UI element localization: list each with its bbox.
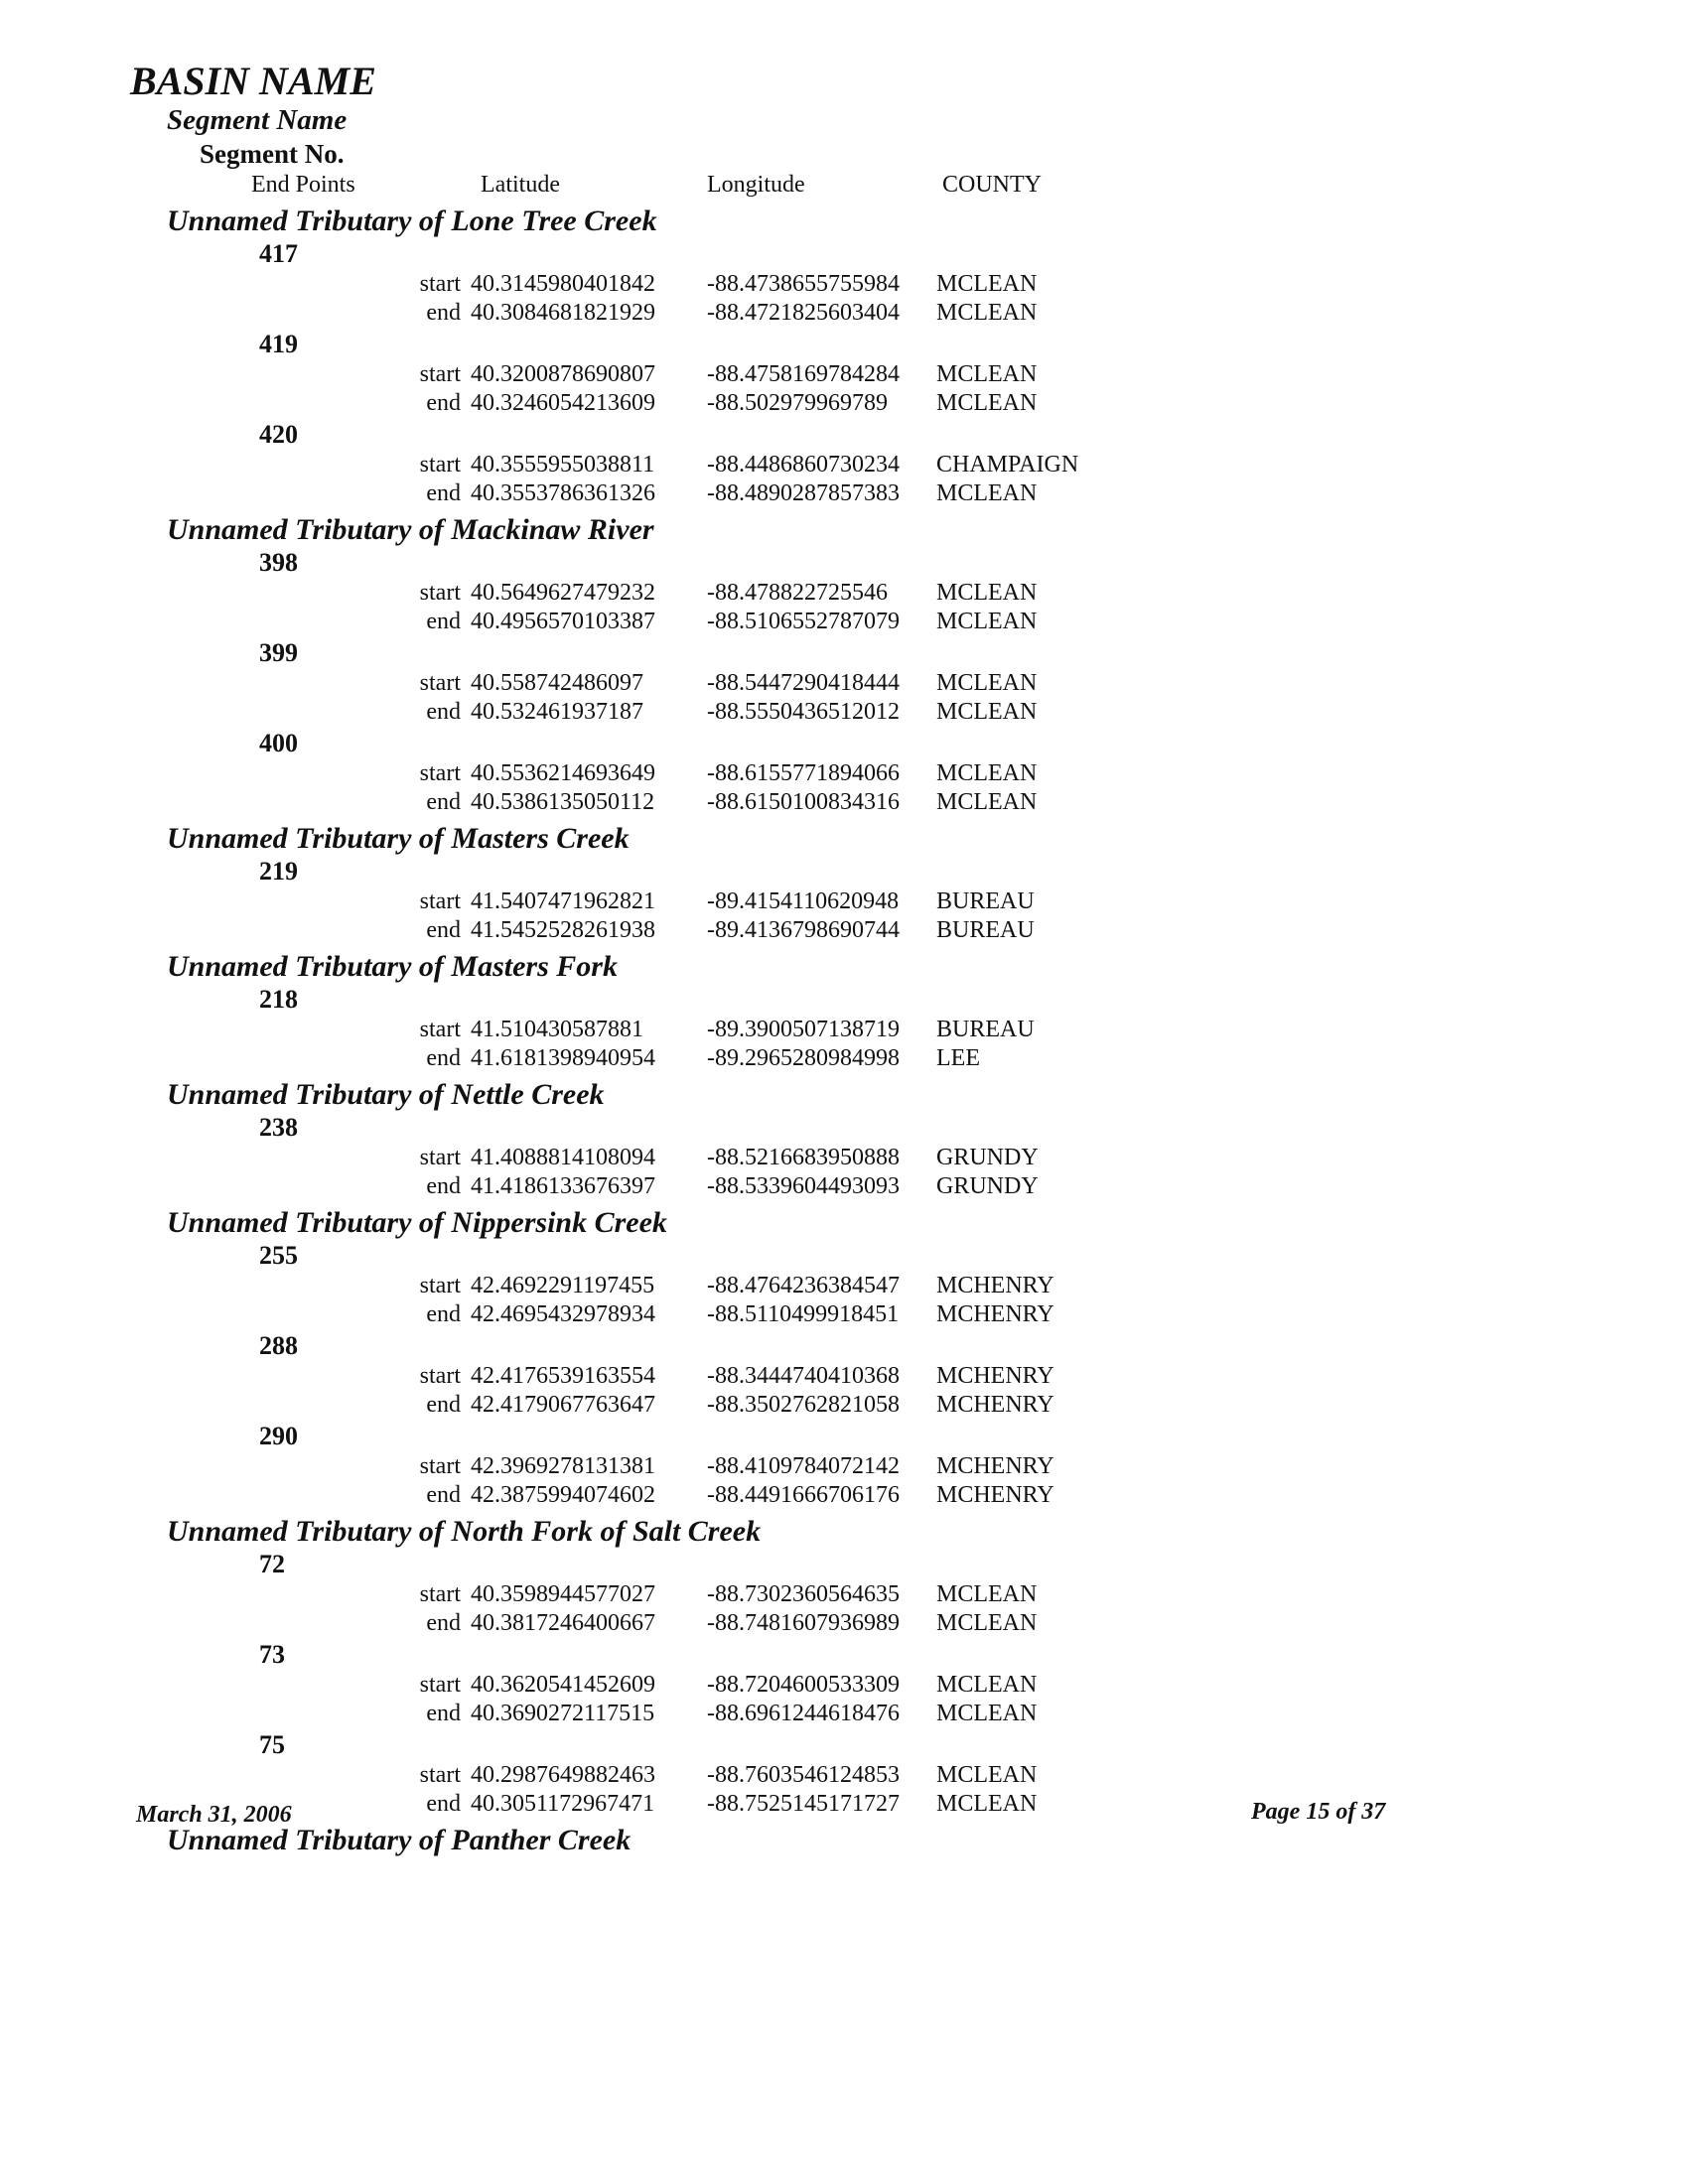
- endpoint-longitude: -88.5339604493093: [707, 1173, 900, 1199]
- tributary-heading: Unnamed Tributary of Masters Fork: [167, 950, 618, 983]
- endpoint-type: start: [419, 1762, 461, 1788]
- segment-number: 420: [259, 420, 298, 449]
- endpoint-type: start: [419, 670, 461, 696]
- endpoint-type: end: [426, 1791, 461, 1817]
- endpoint-type: end: [426, 789, 461, 815]
- segment-name-heading: Segment Name: [167, 104, 348, 136]
- endpoint-latitude: 42.4179067763647: [471, 1392, 655, 1418]
- segment-number: 219: [259, 857, 298, 886]
- segment-number: 238: [259, 1113, 298, 1142]
- endpoint-latitude: 40.3555955038811: [471, 452, 655, 478]
- endpoint-latitude: 40.4956570103387: [471, 609, 655, 634]
- endpoint-latitude: 40.3145980401842: [471, 271, 655, 297]
- tributary-heading: Unnamed Tributary of Mackinaw River: [167, 513, 654, 546]
- endpoint-latitude: 42.4695432978934: [471, 1301, 655, 1327]
- endpoint-type: start: [419, 271, 461, 297]
- tributary-heading: Unnamed Tributary of Lone Tree Creek: [167, 205, 657, 237]
- endpoint-type: end: [426, 609, 461, 634]
- endpoint-longitude: -88.4758169784284: [707, 361, 900, 387]
- endpoint-latitude: 40.3620541452609: [471, 1672, 655, 1698]
- endpoint-latitude: 40.3246054213609: [471, 390, 655, 416]
- endpoint-latitude: 40.3690272117515: [471, 1701, 655, 1726]
- endpoint-type: end: [426, 917, 461, 943]
- segment-number: 417: [259, 239, 298, 268]
- endpoint-longitude: -88.7481607936989: [707, 1610, 900, 1636]
- endpoint-county: MCLEAN: [936, 789, 1038, 815]
- tributary-heading: Unnamed Tributary of Masters Creek: [167, 822, 630, 855]
- endpoint-latitude: 41.5452528261938: [471, 917, 655, 943]
- endpoint-county: GRUNDY: [936, 1145, 1039, 1170]
- footer-page-number: Page 15 of 37: [1251, 1799, 1386, 1825]
- endpoint-longitude: -88.6155771894066: [707, 760, 900, 786]
- endpoint-county: BUREAU: [936, 888, 1035, 914]
- endpoint-type: end: [426, 1610, 461, 1636]
- endpoint-type: start: [419, 1581, 461, 1607]
- endpoint-type: start: [419, 452, 461, 478]
- endpoint-longitude: -88.5216683950888: [707, 1145, 900, 1170]
- endpoint-longitude: -88.4486860730234: [707, 452, 900, 478]
- endpoint-type: end: [426, 480, 461, 506]
- endpoint-county: BUREAU: [936, 917, 1035, 943]
- endpoint-county: BUREAU: [936, 1017, 1035, 1042]
- endpoint-latitude: 42.4176539163554: [471, 1363, 655, 1389]
- endpoint-latitude: 40.3817246400667: [471, 1610, 655, 1636]
- tributary-heading: Unnamed Tributary of North Fork of Salt Creek: [167, 1515, 762, 1548]
- endpoint-type: start: [419, 1453, 461, 1479]
- endpoint-latitude: 41.5407471962821: [471, 888, 655, 914]
- endpoint-type: start: [419, 760, 461, 786]
- endpoint-latitude: 40.5536214693649: [471, 760, 655, 786]
- endpoint-county: MCLEAN: [936, 390, 1038, 416]
- column-header-county: COUNTY: [942, 172, 1042, 198]
- endpoint-latitude: 40.532461937187: [471, 699, 643, 725]
- endpoint-type: start: [419, 1273, 461, 1298]
- endpoint-longitude: -88.4890287857383: [707, 480, 900, 506]
- endpoint-latitude: 40.2987649882463: [471, 1762, 655, 1788]
- endpoint-latitude: 42.3875994074602: [471, 1482, 655, 1508]
- endpoint-latitude: 40.558742486097: [471, 670, 643, 696]
- endpoint-county: MCLEAN: [936, 760, 1038, 786]
- endpoint-longitude: -88.3502762821058: [707, 1392, 900, 1418]
- segment-number: 75: [259, 1730, 285, 1759]
- endpoint-county: MCHENRY: [936, 1453, 1054, 1479]
- endpoint-longitude: -88.7302360564635: [707, 1581, 900, 1607]
- endpoint-type: start: [419, 580, 461, 606]
- endpoint-county: MCHENRY: [936, 1301, 1054, 1327]
- endpoint-type: end: [426, 300, 461, 326]
- endpoint-latitude: 41.6181398940954: [471, 1045, 655, 1071]
- endpoint-longitude: -88.3444740410368: [707, 1363, 900, 1389]
- endpoint-type: end: [426, 1173, 461, 1199]
- footer-date: March 31, 2006: [136, 1802, 292, 1828]
- endpoint-latitude: 40.3051172967471: [471, 1791, 655, 1817]
- endpoint-longitude: -88.4109784072142: [707, 1453, 900, 1479]
- endpoint-longitude: -88.502979969789: [707, 390, 888, 416]
- basin-name-heading: BASIN NAME: [130, 59, 376, 103]
- endpoint-county: MCLEAN: [936, 670, 1038, 696]
- endpoint-county: MCLEAN: [936, 300, 1038, 326]
- segment-number: 73: [259, 1640, 285, 1669]
- endpoint-type: start: [419, 361, 461, 387]
- endpoint-latitude: 40.5386135050112: [471, 789, 655, 815]
- endpoint-longitude: -88.5106552787079: [707, 609, 900, 634]
- endpoint-county: MCHENRY: [936, 1392, 1054, 1418]
- segment-no-heading: Segment No.: [200, 139, 345, 169]
- endpoint-county: MCLEAN: [936, 1701, 1038, 1726]
- endpoint-longitude: -88.5110499918451: [707, 1301, 900, 1327]
- endpoint-type: end: [426, 1701, 461, 1726]
- endpoint-type: end: [426, 1045, 461, 1071]
- endpoint-county: MCLEAN: [936, 609, 1038, 634]
- endpoint-county: MCLEAN: [936, 1762, 1038, 1788]
- endpoint-latitude: 41.4088814108094: [471, 1145, 655, 1170]
- endpoint-latitude: 42.3969278131381: [471, 1453, 655, 1479]
- endpoint-county: MCHENRY: [936, 1273, 1054, 1298]
- endpoint-county: MCLEAN: [936, 271, 1038, 297]
- endpoint-latitude: 40.3200878690807: [471, 361, 655, 387]
- segment-number: 400: [259, 729, 298, 757]
- endpoint-county: MCLEAN: [936, 699, 1038, 725]
- endpoint-county: MCHENRY: [936, 1482, 1054, 1508]
- endpoint-type: end: [426, 699, 461, 725]
- endpoint-longitude: -88.478822725546: [707, 580, 888, 606]
- endpoint-longitude: -88.7603546124853: [707, 1762, 900, 1788]
- tributary-heading: Unnamed Tributary of Panther Creek: [167, 1824, 632, 1856]
- endpoint-longitude: -88.5550436512012: [707, 699, 900, 725]
- endpoint-latitude: 40.3598944577027: [471, 1581, 655, 1607]
- segment-number: 288: [259, 1331, 298, 1360]
- endpoint-type: end: [426, 1392, 461, 1418]
- column-header-latitude: Latitude: [481, 172, 560, 198]
- endpoint-county: MCLEAN: [936, 580, 1038, 606]
- endpoint-longitude: -88.6961244618476: [707, 1701, 900, 1726]
- endpoint-type: start: [419, 1672, 461, 1698]
- endpoint-county: MCLEAN: [936, 1791, 1038, 1817]
- segment-number: 419: [259, 330, 298, 358]
- endpoint-county: MCLEAN: [936, 1581, 1038, 1607]
- segment-number: 218: [259, 985, 298, 1014]
- endpoint-longitude: -88.4491666706176: [707, 1482, 900, 1508]
- endpoint-latitude: 41.510430587881: [471, 1017, 643, 1042]
- endpoint-latitude: 42.4692291197455: [471, 1273, 655, 1298]
- endpoint-county: MCLEAN: [936, 1610, 1038, 1636]
- endpoint-longitude: -88.6150100834316: [707, 789, 900, 815]
- endpoint-type: start: [419, 1145, 461, 1170]
- segment-number: 399: [259, 638, 298, 667]
- endpoint-latitude: 41.4186133676397: [471, 1173, 655, 1199]
- tributary-heading: Unnamed Tributary of Nettle Creek: [167, 1078, 605, 1111]
- endpoint-longitude: -88.4738655755984: [707, 271, 900, 297]
- endpoint-county: CHAMPAIGN: [936, 452, 1079, 478]
- endpoint-longitude: -89.4154110620948: [707, 888, 900, 914]
- endpoint-longitude: -88.4721825603404: [707, 300, 900, 326]
- endpoint-longitude: -88.4764236384547: [707, 1273, 900, 1298]
- endpoint-longitude: -88.5447290418444: [707, 670, 900, 696]
- column-header-longitude: Longitude: [707, 172, 805, 198]
- endpoint-type: start: [419, 1363, 461, 1389]
- endpoint-type: start: [419, 1017, 461, 1042]
- endpoint-longitude: -88.7525145171727: [707, 1791, 900, 1817]
- endpoint-latitude: 40.3084681821929: [471, 300, 655, 326]
- column-header-end-points: End Points: [251, 172, 355, 198]
- endpoint-longitude: -89.4136798690744: [707, 917, 900, 943]
- endpoint-latitude: 40.3553786361326: [471, 480, 655, 506]
- endpoint-county: LEE: [936, 1045, 980, 1071]
- segment-number: 72: [259, 1550, 285, 1578]
- endpoint-latitude: 40.5649627479232: [471, 580, 655, 606]
- endpoint-county: MCLEAN: [936, 480, 1038, 506]
- segment-number: 398: [259, 548, 298, 577]
- endpoint-longitude: -88.7204600533309: [707, 1672, 900, 1698]
- endpoint-county: MCLEAN: [936, 361, 1038, 387]
- endpoint-county: GRUNDY: [936, 1173, 1039, 1199]
- tributary-heading: Unnamed Tributary of Nippersink Creek: [167, 1206, 667, 1239]
- endpoint-type: end: [426, 390, 461, 416]
- segment-number: 255: [259, 1241, 298, 1270]
- endpoint-county: MCLEAN: [936, 1672, 1038, 1698]
- endpoint-type: start: [419, 888, 461, 914]
- segment-number: 290: [259, 1422, 298, 1450]
- endpoint-county: MCHENRY: [936, 1363, 1054, 1389]
- endpoint-longitude: -89.2965280984998: [707, 1045, 900, 1071]
- endpoint-longitude: -89.3900507138719: [707, 1017, 900, 1042]
- endpoint-type: end: [426, 1301, 461, 1327]
- endpoint-type: end: [426, 1482, 461, 1508]
